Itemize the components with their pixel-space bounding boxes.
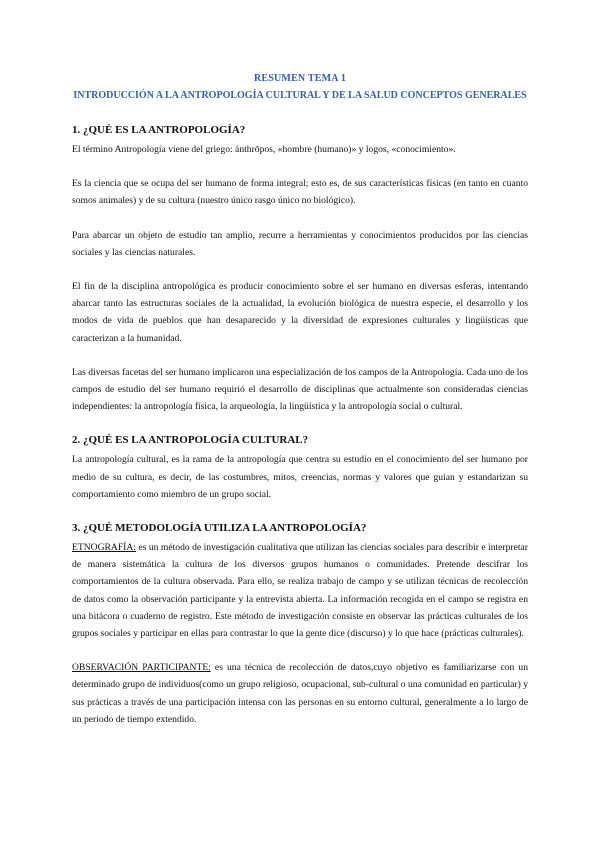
etnografia-paragraph <box>72 539 528 642</box>
section-2-heading: 2. ¿QUÉ ES LA ANTROPOLOGÍA CULTURAL? <box>72 434 309 447</box>
section-3 <box>72 521 528 728</box>
section-1-paragraph-2: Es la ciencia que se ocupa del ser humano de forma integral; esto es, de sus características físicas (en tanto en cuanto somos animales) y de su cultura (nuestro único rasgo único no biológico). <box>72 178 528 207</box>
section-1-paragraph-1: El término Antropología viene del griego: ánthrōpos, «hombre (humano)» y logos, «conocimiento». <box>72 144 456 155</box>
etnografia-label: ETNOGRAFÍA: <box>72 542 136 554</box>
section-1-heading: 1. ¿QUÉ ES LA ANTROPOLOGÍA? <box>72 124 246 136</box>
document-title: RESUMEN TEMA 1 <box>253 73 347 84</box>
section-1-paragraph-4: El fin de la disciplina antropológica es producir conocimiento sobre el ser humano en diversas esferas, intentando abarcar tanto las estructuras sociales de la actualidad, la evolución biológica de nuestra especie, el desarrollo y los modos de vida de pueblos que han desaparecido y la diversidad de expresiones culturales y lingüísticas que caracterizan a la humanidad. <box>72 281 528 344</box>
document-page <box>72 72 528 728</box>
section-2-paragraph-1: La antropología cultural, es la rama de la antropología que centra su estudio en el conocimiento del ser humano por medio de su cultura, es decir, de las costumbres, mitos, creencias, normas y valores que guían y estandarizan su comportamiento como miembro de un grupo social. <box>72 454 528 500</box>
document-subtitle: INTRODUCCIÓN A LA ANTROPOLOGÍA CULTURAL Y DE LA SALUD CONCEPTOS GENERALES <box>73 90 527 101</box>
observacion-text: es una técnica de recolección de datos,cuyo objetivo es familiarizarse con un determinado grupo de individuos(como un grupo religioso, ocupacional, sub-cultural o una comunidad en particular) y sus prácticas a través de una participación intensa con las personas en su entorno cultural, generalmente a lo largo de un periodo de tiempo extendido. <box>72 662 529 725</box>
observacion-label: OBSERVACIÓN PARTICIPANTE: <box>72 662 211 674</box>
observacion-paragraph <box>72 659 528 728</box>
section-1-paragraph-3: Para abarcar un objeto de estudio tan amplio, recurre a herramientas y conocimientos producidos por las ciencias sociales y las ciencias naturales. <box>72 229 528 258</box>
section-1 <box>72 123 528 415</box>
section-2 <box>72 433 528 503</box>
etnografia-text: es un método de investigación cualitativa que utilizan las ciencias sociales para describir e interpretar de manera sistemática la cultura de los diversos grupos humanos o comunidades. Pretende descifrar los comportamientos de la cultura observada. Para ello, se realiza trabajo de campo y se utilizan técnicas de recolección de datos como la observación participante y la entrevista abierta. La información recogida en el campo se registra en una bitácora o cuaderno de registro. Este método de investigación consiste en observar las prácticas culturales de los grupos sociales y participar en ellas para contrastar lo que la gente dice (discurso) y lo que hace (prácticas culturales). <box>72 542 528 640</box>
section-3-heading: 3. ¿QUÉ METODOLOGÍA UTILIZA LA ANTROPOLOGÍA? <box>72 522 367 535</box>
section-1-paragraph-5: Las diversas facetas del ser humano implicaron una especialización de los campos de la Antropología. Cada uno de los campos de estudio del ser humano requirió el desarrollo de disciplinas que actualmente son consideradas ciencias independientes: la antropología física, la arqueología, la lingüística y la antropología social o cultural. <box>72 366 528 413</box>
